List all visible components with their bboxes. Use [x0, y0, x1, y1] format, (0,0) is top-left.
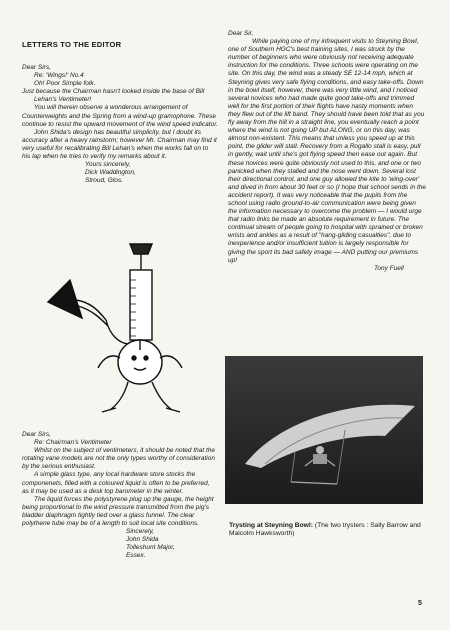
ventimeter-illustration [40, 240, 200, 420]
letter-paragraph: The liquid forces the polystyrene plug up the gauge, the height being proportional to the wind pressure transmitted from the pig's bladder diaphragm tightly tied over a glass funnel. The clear polythene tube may be of a length to suit local site conditions. [22, 495, 214, 528]
letter-salutation: Dear Sirs, [22, 431, 51, 438]
letter-shida [22, 431, 218, 561]
letter-paragraph: You will therein observe a wonderous arrangement of Counterweights and the Spring from a wind-up gramophone. These continue to resist the upward movement of the wind speed indicator. [22, 104, 218, 128]
letter-paragraph: Oh! Poor Simple folk. [34, 80, 96, 88]
letter-paragraph: Whilst on the subject of ventimeters, it should be noted that the rotating vane models are not the only types worthy of consideration by the serious enthusiast. [22, 447, 216, 471]
hang-glider-image [225, 356, 423, 504]
page-number: 5 [418, 600, 422, 607]
photo-caption [229, 522, 429, 539]
letter-signature-place: Stroud, Glos. [85, 177, 123, 185]
letter-paragraph: Just because the Chairman hasn't looked inside the base of Bill Lehan's Ventimeter! [22, 88, 205, 104]
letter-closing: Yours sincerely, [85, 161, 131, 169]
letter-signature-name: John Shida [126, 536, 159, 544]
caption-title: Trysting at Steyning Bowl: [229, 522, 313, 529]
letter-signature-place: Essex. [126, 552, 146, 560]
letter-re-line: Re: Chairman's Ventimeter [34, 439, 112, 447]
letter-salutation: Dear Sir, [228, 30, 254, 37]
letter-paragraph: While paying one of my infrequent visits to Steyning Bowl, one of Southern HGC's best training sites, I was struck by the number of beginners who were obviously not receiving adequate instruction for the conditions. Three schools were operating on the site. On this day, the wind was a steady SE 12-14 mph, which at Steyning gives very safe flying conditions, and easy take-offs. Down in the bowl itself, however, there was very little wind, and I noticed several novices who had made quite good take-offs and trimmed well for the first portion of their flights have nasty moments when they flew out of the lift band. They should have been told that as you fly away from the hill in a straight line, you eventually reach a point where the wind is not going UP but ALONG, or on this day, was almost non-existent. This means that unless you speed up at this point, the glider will stall. Recovery from a Rogallo stall is easy, pull in gently, wait until she's got flying speed then ease out again. But these novices were quite obviously not used to this, and one or two panicked when they stalled and the nose went down. Several lost their directional control, and one guy allowed the kite to 'wing-over' and dived in from about 30 feet or so (I hope that school sends in the accident report). It was very noticeable that the pupils from the school using radio ground-to-air communication were being given the information necessary to overcome the problem — I would urge that radio links be made an absolute requirement in future. The continual stream of people going to hospital with sprained or broken wrists and ankles as a result of "hang-gliding casualties", due to inexperience and/or insufficient tuition is largely responsible for giving the sport its bad safety image — AND putting our premiums up! [228, 38, 427, 264]
section-heading: LETTERS TO THE EDITOR [22, 40, 122, 49]
letter-closing: Sincerely, [126, 528, 155, 536]
letter-paragraph: A simple glass type, any local hardware store stocks the componenets, filled with a coloured liquid is often to be preferred, as it may be used as a desk top barometer in the winter. [22, 471, 210, 495]
letter-paragraph: John Shida's design has beautiful simplicity, but I doubt its accuracy after a heavy rainstorm; however Mr. Chairman may find it very useful for recalibrating Bill Lehan's when the works fall on to his lap when he tries to verify my remarks about it. [22, 128, 217, 161]
caption-text: (The two trysters : Sally Barrow and Malcolm Hawksworth) [229, 522, 421, 538]
letter-re-line: Re: 'Wings!' No.4 [34, 72, 84, 80]
hang-glider-photo [225, 356, 423, 504]
letter-waddington [22, 64, 218, 185]
letter-signature-place: Tolleshunt Major, [126, 544, 175, 552]
letter-signature-name: Tony Fuell [374, 264, 404, 272]
letter-salutation: Dear Sirs, [22, 64, 51, 71]
letter-signature-name: Dick Waddington, [85, 169, 136, 177]
letter-fuell [228, 30, 426, 273]
